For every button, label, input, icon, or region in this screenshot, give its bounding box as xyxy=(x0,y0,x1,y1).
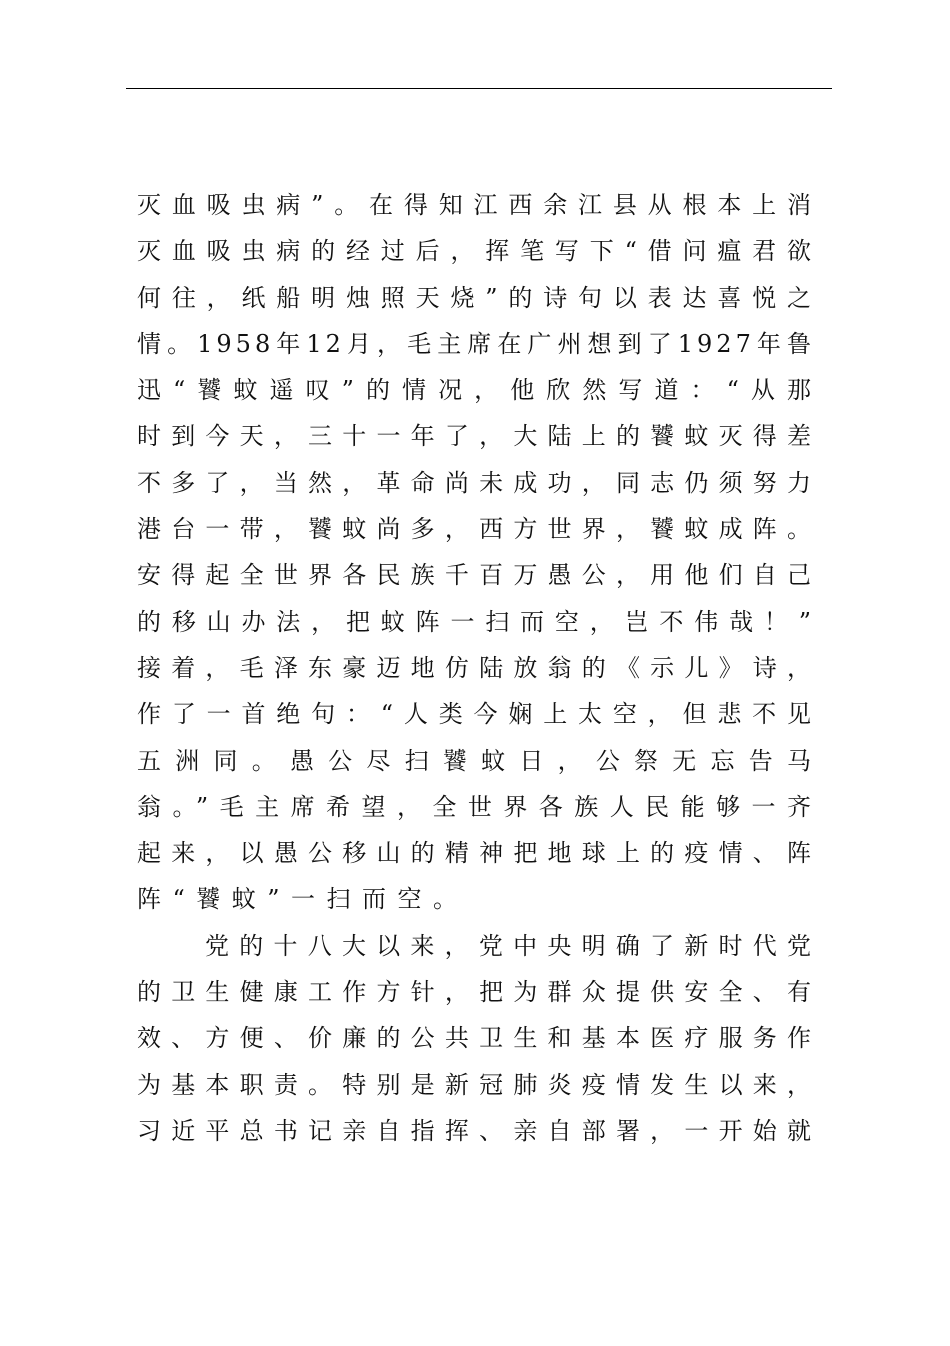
text-line: 作了一首绝句：“人类今娴上太空，但悲不见 xyxy=(137,700,815,729)
body-text xyxy=(137,182,815,1154)
text-line: 安得起全世界各民族千百万愚公，用他们自己 xyxy=(137,561,815,590)
text-line: 为基本职责。特别是新冠肺炎疫情发生以来， xyxy=(137,1070,815,1099)
text-line: 五洲同。愚公尽扫饕蚊日，公祭无忘告马 xyxy=(137,746,815,775)
text-line: 的卫生健康工作方针，把为群众提供安全、有 xyxy=(137,978,815,1007)
text-line: 灭血吸虫病”。在得知江西余江县从根本上消 xyxy=(137,191,815,219)
text-line: 情。1958年12月，毛主席在广州想到了1927年鲁 xyxy=(137,329,815,358)
paragraph-first-line: 党的十八大以来，党中央明确了新时代党 xyxy=(205,931,815,960)
text-line: 不多了，当然，革命尚未成功，同志仍须努力 xyxy=(137,468,815,497)
text-line: 灭血吸虫病的经过后，挥笔写下“借问瘟君欲 xyxy=(137,237,815,266)
header-rule xyxy=(126,88,832,89)
text-line: 迅“饕蚊遥叹”的情况，他欣然写道：“从那 xyxy=(137,376,815,405)
text-line: 何往，纸船明烛照天烧”的诗句以表达喜悦之 xyxy=(137,283,815,312)
text-line: 习近平总书记亲自指挥、亲自部署，一开始就 xyxy=(137,1116,815,1145)
text-line: 接着，毛泽东豪迈地仿陆放翁的《示儿》诗， xyxy=(137,653,815,682)
text-line: 时到今天，三十一年了，大陆上的饕蚊灭得差 xyxy=(137,422,815,451)
text-line: 的移山办法，把蚊阵一扫而空，岂不伟哉！” xyxy=(137,607,815,636)
text-line: 港台一带，饕蚊尚多，西方世界，饕蚊成阵。 xyxy=(137,515,815,544)
text-line: 翁。”毛主席希望，全世界各族人民能够一齐 xyxy=(137,792,815,821)
text-line: 起来，以愚公移山的精神把地球上的疫情、阵 xyxy=(137,839,815,868)
text-line: 效、方便、价廉的公共卫生和基本医疗服务作 xyxy=(137,1024,815,1053)
paragraph-end-line: 阵“饕蚊”一扫而空。 xyxy=(137,885,469,914)
